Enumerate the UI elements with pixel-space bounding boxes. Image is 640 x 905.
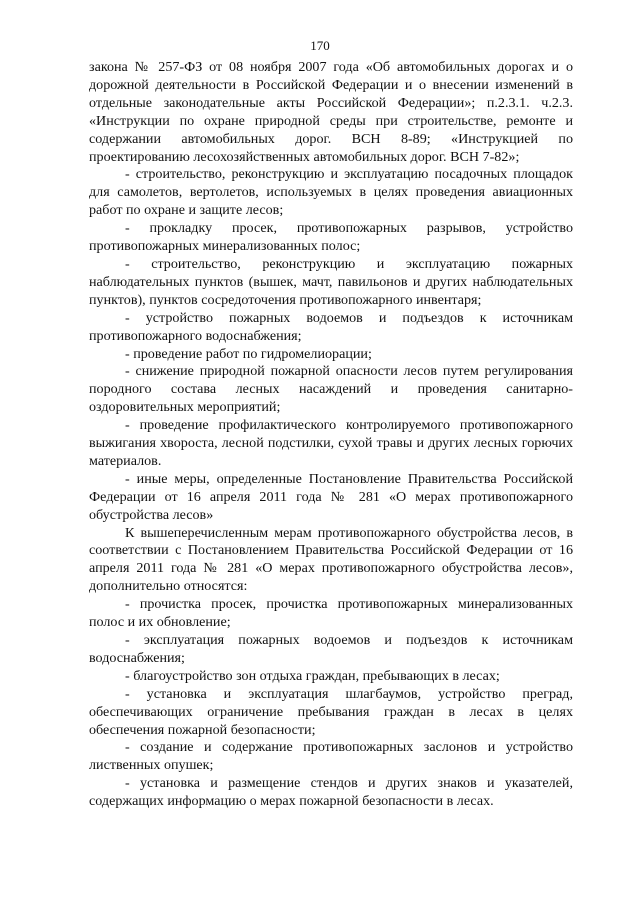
paragraph: - создание и содержание противопожарных заслонов и устройство лиственных опушек; [89,739,573,774]
paragraph: - установка и эксплуатация шлагбаумов, устройство преград, обеспечивающих ограничение пребывания граждан в лесах в целях обеспечения пожарной безопасности; [89,685,573,738]
paragraph: - проведение работ по гидромелиорации; [125,345,372,362]
paragraph: - проведение профилактического контролируемого противопожарного выжигания хвороста, лесной подстилки, сухой травы и других лесных горючих материалов. [89,417,573,469]
paragraph: - устройство пожарных водоемов и подъездов к источникам противопожарного водоснабжения; [89,309,573,344]
paragraph: - эксплуатация пожарных водоемов и подъездов к источникам водоснабжения; [89,632,573,666]
paragraph: - строительство, реконструкцию и эксплуатацию посадочных площадок для самолетов, вертолетов, используемых в целях проведения авиационных работ по охране и защите лесов; [89,166,573,219]
paragraph: - прочистка просек, прочистка противопожарных минерализованных полос и их обновление; [89,596,573,631]
paragraph: К вышеперечисленным мерам противопожарного обустройства лесов, в соответствии с Постановлением Правительства Российской Федерации от 16 апреля 2011 года № 281 «О мерах противопожарного обустройства лесов», дополнительно относятся: [89,524,573,595]
paragraph: закона № 257-ФЗ от 08 ноября 2007 года «Об автомобильных дорогах и о дорожной деятельности в Российской Федерации и о внесении изменений в отдельные законодательные акты Российской Федерации»; п.2.3.1. ч.2.3. «Инструкции по охране природной среды при строительстве, ремонте и содержании автомобильных дорог. ВСН 8-89; «Инструкцией по проектированию лесохозяйственных автомобильных дорог. ВСН 7-82»; [89,59,573,165]
paragraph: - установка и размещение стендов и других знаков и указателей, содержащих информацию о мерах пожарной безопасности в лесах. [89,775,573,810]
page-number: 170 [310,38,330,53]
paragraph: - прокладку просек, противопожарных разрывов, устройство противопожарных минерализованных полос; [89,220,573,255]
paragraph: - снижение природной пожарной опасности лесов путем регулирования породного состава лесных насаждений и проведения санитарно-оздоровительных мероприятий; [89,363,573,416]
paragraph: - строительство, реконструкцию и эксплуатацию пожарных наблюдательных пунктов (вышек, мачт, павильонов и других наблюдательных пунктов), пунктов сосредоточения противопожарного инвентаря; [89,255,573,308]
paragraph: - благоустройство зон отдыха граждан, пребывающих в лесах; [125,667,500,684]
paragraph: - иные меры, определенные Постановление Правительства Российской Федерации от 16 апреля 2011 года № 281 «О мерах противопожарного обустройства лесов» [89,470,573,523]
document-body [89,59,573,811]
